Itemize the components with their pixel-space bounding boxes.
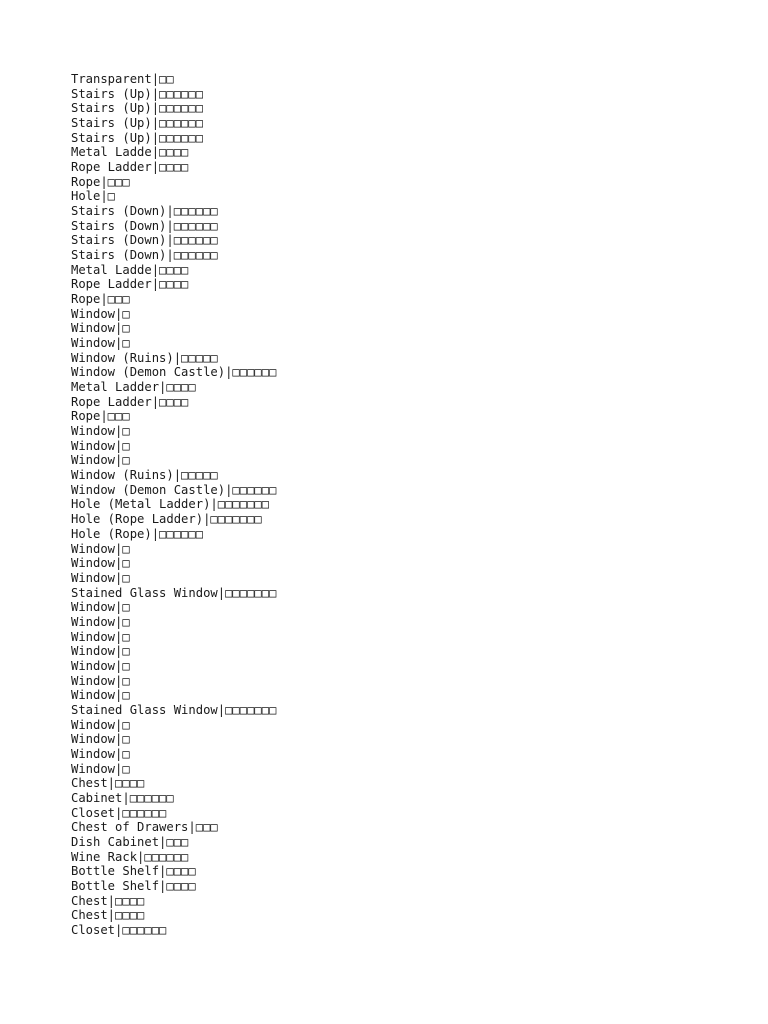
text-line: Window|□ (71, 424, 130, 439)
text-line: Wine Rack|□□□□□□ (71, 849, 189, 864)
text-line: Dish Cabinet|□□□ (71, 834, 189, 849)
text-line: Metal Ladder|□□□□ (71, 380, 196, 395)
text-line: Window|□ (71, 321, 130, 336)
text-line: Rope|□□□ (71, 292, 130, 307)
text-line: Window|□ (71, 306, 130, 321)
text-line: Stairs (Up)|□□□□□□ (71, 116, 204, 131)
text-line: Bottle Shelf|□□□□ (71, 864, 196, 879)
text-line: Window (Ruins)|□□□□□ (71, 468, 218, 483)
text-line: Stairs (Up)|□□□□□□ (71, 130, 204, 145)
text-line: Rope Ladder|□□□□ (71, 160, 189, 175)
text-line: Chest|□□□□ (71, 893, 145, 908)
text-line: Closet|□□□□□□ (71, 805, 167, 820)
text-line: Rope Ladder|□□□□ (71, 277, 189, 292)
text-line: Metal Ladde|□□□□ (71, 262, 189, 277)
text-line: Window|□ (71, 570, 130, 585)
text-line: Window|□ (71, 644, 130, 659)
text-line: Window|□ (71, 438, 130, 453)
text-line: Window|□ (71, 688, 130, 703)
text-line: Window|□ (71, 732, 130, 747)
text-line: Stained Glass Window|□□□□□□□ (71, 585, 277, 600)
text-line: Stairs (Down)|□□□□□□ (71, 248, 218, 263)
text-line: Transparent|□□ (71, 72, 174, 86)
text-line: Window|□ (71, 336, 130, 351)
text-line: Stairs (Up)|□□□□□□ (71, 101, 204, 116)
text-line: Window|□ (71, 614, 130, 629)
text-line: Hole (Rope Ladder)|□□□□□□□ (71, 512, 262, 527)
text-line: Rope|□□□ (71, 174, 130, 189)
text-line: Rope|□□□ (71, 409, 130, 424)
text-line: Cabinet|□□□□□□ (71, 790, 174, 805)
text-line: Window (Demon Castle)|□□□□□□ (71, 482, 277, 497)
text-line: Window|□ (71, 673, 130, 688)
text-line: Stairs (Down)|□□□□□□ (71, 218, 218, 233)
text-line: Window|□ (71, 629, 130, 644)
text-line: Window|□ (71, 761, 130, 776)
text-line: Chest|□□□□ (71, 776, 145, 791)
text-line: Closet|□□□□□□ (71, 922, 167, 937)
text-line: Window|□ (71, 717, 130, 732)
text-line: Stairs (Up)|□□□□□□ (71, 86, 204, 101)
text-line: Hole (Rope)|□□□□□□ (71, 526, 204, 541)
text-line: Window (Demon Castle)|□□□□□□ (71, 365, 277, 380)
text-line: Window|□ (71, 541, 130, 556)
text-line: Bottle Shelf|□□□□ (71, 878, 196, 893)
text-line: Window (Ruins)|□□□□□ (71, 350, 218, 365)
text-line: Window|□ (71, 453, 130, 468)
text-line: Stairs (Down)|□□□□□□ (71, 233, 218, 248)
text-line: Hole (Metal Ladder)|□□□□□□□ (71, 497, 270, 512)
text-line: Window|□ (71, 556, 130, 571)
text-line: Window|□ (71, 658, 130, 673)
text-line: Chest|□□□□ (71, 908, 145, 923)
text-line: Stained Glass Window|□□□□□□□ (71, 702, 277, 717)
text-lines (71, 72, 276, 938)
text-line: Window|□ (71, 746, 130, 761)
text-line: Window|□ (71, 600, 130, 615)
text-line: Hole|□ (71, 189, 116, 204)
text-line: Chest of Drawers|□□□ (71, 820, 218, 835)
text-line: Metal Ladde|□□□□ (71, 145, 189, 160)
text-line: Stairs (Down)|□□□□□□ (71, 204, 218, 219)
text-line: Rope Ladder|□□□□ (71, 394, 189, 409)
